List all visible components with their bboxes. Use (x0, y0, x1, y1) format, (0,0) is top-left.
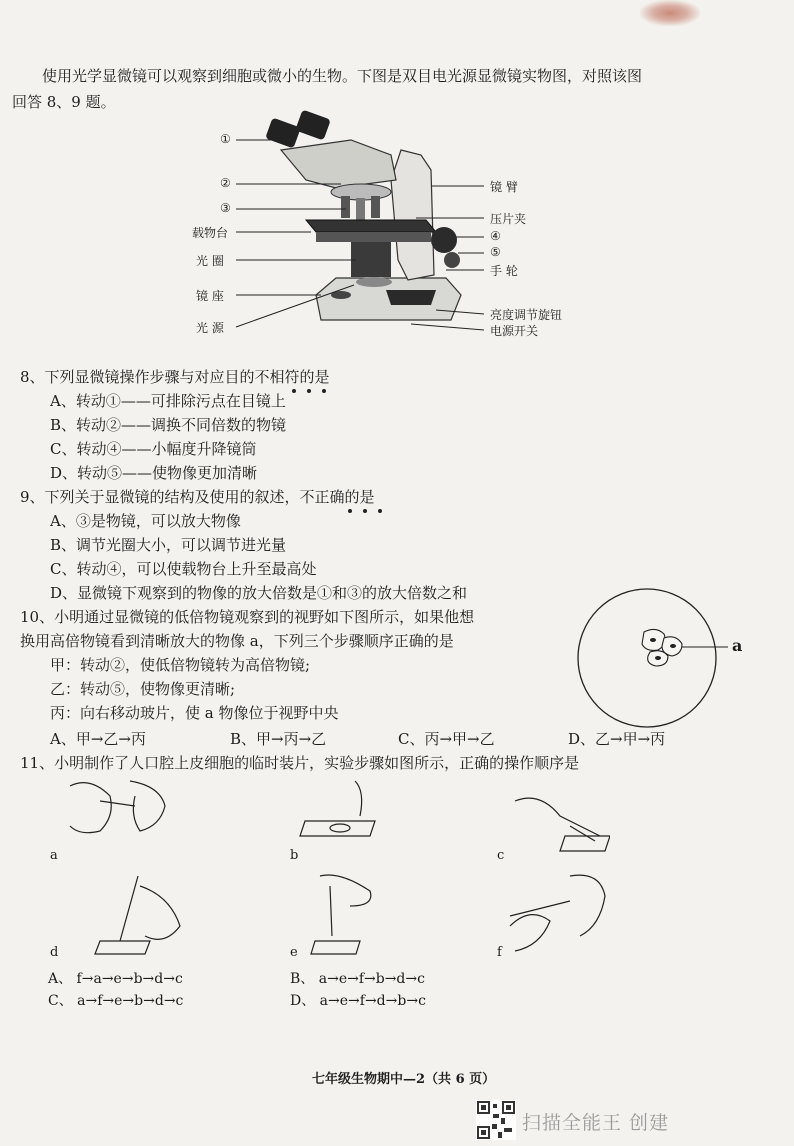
q9-option-d: D、显微镜下观察到的物像的放大倍数是①和③的放大倍数之和 (50, 584, 468, 602)
label-hand-wheel: 手 轮 (490, 264, 518, 278)
figure-label-a: a (50, 848, 58, 863)
label-objective: ③ (220, 201, 231, 215)
q11-option-d: D、 a→e→f→d→b→c (290, 993, 426, 1009)
emphasis-dot (307, 389, 311, 393)
q8-option-c: C、转动④——小幅度升降镜筒 (50, 440, 257, 458)
q10-stem-line-1: 10、小明通过显微镜的低倍物镜观察到的视野如下图所示，如果他想 (20, 608, 475, 626)
label-converter: ② (220, 176, 231, 190)
q11-option-b: B、 a→e→f→b→d→c (290, 971, 425, 987)
cell-cluster (642, 629, 682, 666)
figure-label-f: f (497, 945, 502, 960)
step-e-pipette (311, 875, 371, 954)
q9-option-c: C、转动④，可以使载物台上升至最高处 (50, 560, 317, 578)
intro-line-1: 使用光学显微镜可以观察到细胞或微小的生物。下图是双目电光源显微镜实物图，对照该图 (42, 67, 643, 85)
q9-stem: 9、下列关于显微镜的结构及使用的叙述，不正确的是 (20, 488, 375, 506)
label-diaphragm: 光 圈 (196, 254, 224, 268)
q10-stem-line-2: 换用高倍物镜看到清晰放大的物像 a，下列三个步骤顺序正确的是 (20, 632, 454, 650)
label-brightness-knob: 亮度调节旋钮 (490, 308, 563, 322)
step-f-swab (510, 875, 605, 951)
label-base: 镜 座 (196, 289, 224, 303)
label-coarse-knob: ④ (490, 229, 501, 243)
figure-label-c: c (497, 848, 505, 863)
q9-option-a: A、③是物镜，可以放大物像 (50, 512, 241, 530)
q11-stem: 11、小明制作了人口腔上皮细胞的临时装片，实验步骤如图所示，正确的操作顺序是 (20, 754, 580, 772)
q10-option-a: A、甲→乙→丙 (50, 730, 146, 748)
step-a-hands (70, 781, 165, 833)
q10-step-jia: 甲：转动②，使低倍物镜转为高倍物镜; (50, 656, 311, 674)
q8-option-d: D、转动⑤——使物像更加清晰 (50, 464, 258, 482)
q10-option-b: B、甲→丙→乙 (230, 730, 327, 748)
label-clip: 压片夹 (490, 212, 527, 226)
q9-option-b: B、调节光圈大小，可以调节进光量 (50, 536, 287, 554)
label-cell-a: a (732, 636, 743, 655)
q10-option-c: C、丙→甲→乙 (398, 730, 495, 748)
label-arm: 镜 臂 (490, 180, 518, 194)
q11-option-c: C、 a→f→e→b→d→c (48, 993, 184, 1009)
intro-line-2: 回答 8、9 题。 (12, 93, 116, 111)
page-footer: 七年级生物期中—2（共 6 页） (312, 1072, 496, 1087)
q8-stem: 8、下列显微镜操作步骤与对应目的不相符的是 (20, 368, 330, 386)
label-light-source: 光 源 (196, 321, 224, 335)
figure-label-e: e (290, 945, 298, 960)
watermark-text: 扫描全能王 创建 (522, 1112, 670, 1134)
emphasis-dot (378, 509, 382, 513)
emphasis-dot (363, 509, 367, 513)
q8-option-b: B、转动②——调换不同倍数的物镜 (50, 416, 287, 434)
figure-label-d: d (50, 945, 59, 960)
q11-option-a: A、 f→a→e→b→d→c (48, 971, 183, 987)
q10-option-d: D、乙→甲→丙 (568, 730, 666, 748)
q10-step-bing: 丙：向右移动玻片，使 a 物像位于视野中央 (50, 704, 339, 722)
label-eyepiece: ① (220, 132, 231, 146)
q8-option-a: A、转动①——可排除污点在目镜上 (50, 392, 286, 410)
step-d-dropper (95, 876, 180, 954)
emphasis-dot (292, 389, 296, 393)
figure-label-b: b (290, 848, 299, 863)
microscope-drawing (265, 110, 461, 320)
q10-step-yi: 乙：转动⑤，使物像更清晰; (50, 680, 236, 698)
step-b-slide (300, 781, 375, 836)
paper-stain (640, 0, 700, 26)
q11-step-figures (40, 776, 610, 966)
label-power-switch: 电源开关 (490, 324, 539, 338)
field-of-view (552, 588, 752, 728)
step-c-coverslip (515, 798, 610, 851)
emphasis-dot (322, 389, 326, 393)
qr-code-icon (476, 1100, 516, 1140)
label-stage: 载物台 (192, 226, 229, 240)
label-fine-knob: ⑤ (490, 245, 501, 259)
view-circle (578, 589, 716, 727)
emphasis-dot (348, 509, 352, 513)
